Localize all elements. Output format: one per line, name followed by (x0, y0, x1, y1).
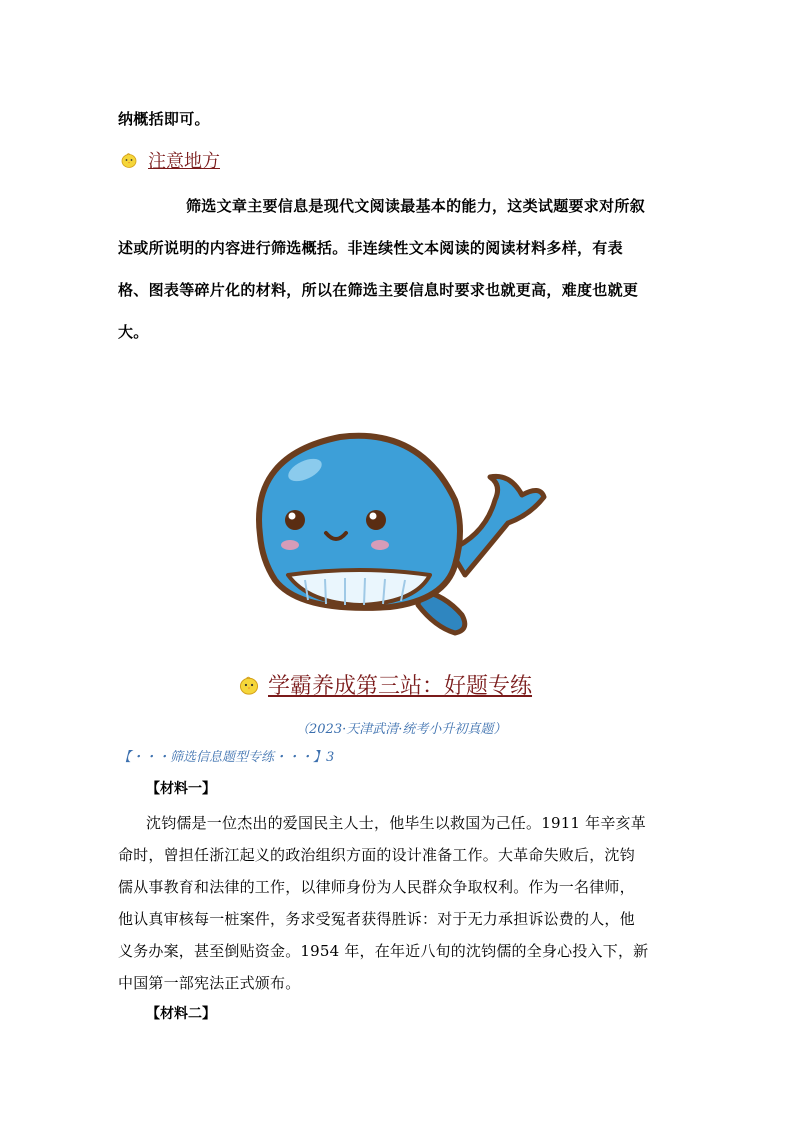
material-one-line-4: 他认真审核每一桩案件，务求受冤者获得胜诉：对于无力承担诉讼费的人，他 (118, 910, 635, 928)
question-source: （2023·天津武清·统考小升初真题） (296, 722, 507, 737)
chick-icon (120, 151, 138, 169)
station-title: 学霸养成第三站：好题专练 (268, 674, 533, 699)
exercise-label: 【・・・筛选信息题型专练・・・】3 (118, 750, 335, 765)
station-heading (238, 669, 532, 700)
notice-heading (120, 147, 220, 173)
notice-line-4: 大。 (118, 323, 149, 341)
notice-title: 注意地方 (148, 151, 220, 172)
material-one-line-5: 义务办案，甚至倒贴资金。1954 年，在年近八旬的沈钧儒的全身心投入下，新 (118, 942, 649, 960)
notice-line-2: 述或所说明的内容进行筛选概括。非连续性文本阅读的阅读材料多样，有表 (118, 239, 623, 257)
material-one-line-1: 沈钧儒是一位杰出的爱国民主人士，他毕生以救国为己任。1911 年辛亥革 (146, 814, 646, 832)
whale-illustration (240, 415, 550, 645)
material-one-line-6: 中国第一部宪法正式颁布。 (118, 974, 301, 992)
material-two-label: 【材料二】 (146, 1006, 216, 1022)
material-one-line-2: 命时，曾担任浙江起义的政治组织方面的设计准备工作。大革命失败后，沈钧 (118, 846, 635, 864)
material-one-line-3: 儒从事教育和法律的工作，以律师身份为人民群众争取权利。作为一名律师， (118, 878, 635, 896)
chick-icon (238, 674, 260, 696)
notice-line-1: 筛选文章主要信息是现代文阅读最基本的能力，这类试题要求对所叙 (186, 197, 646, 215)
intro-continuation: 纳概括即可。 (118, 110, 210, 128)
notice-line-3: 格、图表等碎片化的材料，所以在筛选主要信息时要求也就更高，难度也就更 (118, 281, 639, 299)
material-one-label: 【材料一】 (146, 781, 216, 797)
